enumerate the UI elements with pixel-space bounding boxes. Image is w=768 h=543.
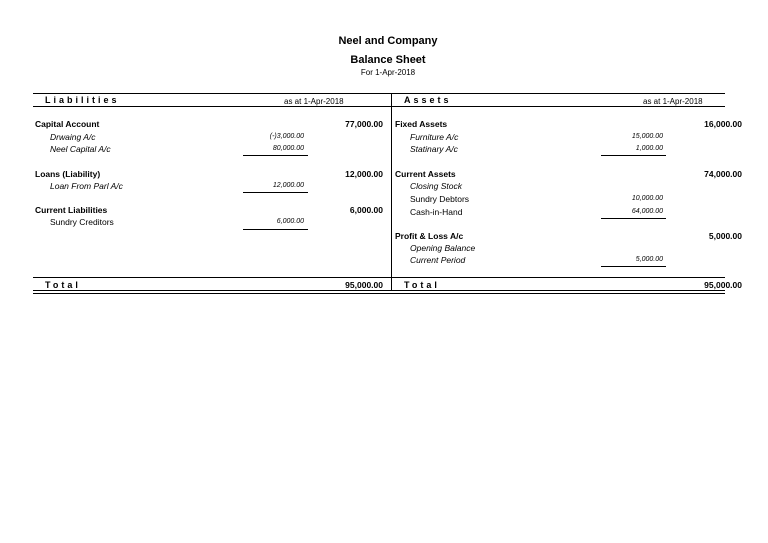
ledger-name: Drwaing A/c xyxy=(50,132,96,142)
assets-total-label: Total xyxy=(404,280,440,290)
ledger-name: Sundry Creditors xyxy=(50,217,114,227)
group-profit-loss: Profit & Loss A/c xyxy=(395,231,464,241)
total-top-rule xyxy=(33,277,725,278)
group-fixed-assets: Fixed Assets xyxy=(395,119,448,129)
group-amount: 77,000.00 xyxy=(345,119,383,129)
group-capital-account: Capital Account xyxy=(35,119,100,129)
total-bottom-rule-1 xyxy=(33,290,725,291)
total-bottom-rule-2 xyxy=(33,293,725,294)
table-top-rule xyxy=(33,93,725,94)
group-amount: 12,000.00 xyxy=(345,169,383,179)
subtotal-underline xyxy=(601,218,666,219)
liabilities-heading: Liabilities xyxy=(45,95,120,105)
ledger-amount: 12,000.00 xyxy=(272,182,304,189)
assets-as-at: as at 1-Apr-2018 xyxy=(643,97,703,106)
company-name: Neel and Company xyxy=(338,35,438,47)
report-title: Balance Sheet xyxy=(350,54,426,66)
ledger-amount: 15,000.00 xyxy=(631,133,663,140)
ledger-name: Current Period xyxy=(410,255,466,265)
group-amount: 6,000.00 xyxy=(349,205,383,215)
ledger-name: Opening Balance xyxy=(410,243,476,253)
liabilities-total-label: Total xyxy=(45,280,81,290)
group-current-liabilities: Current Liabilities xyxy=(35,205,108,215)
ledger-amount: 10,000.00 xyxy=(631,195,663,202)
ledger-amount: 1,000.00 xyxy=(635,145,663,152)
ledger-name: Loan From Parl A/c xyxy=(50,181,123,191)
group-current-assets: Current Assets xyxy=(395,169,456,179)
group-amount: 16,000.00 xyxy=(704,119,742,129)
ledger-name: Sundry Debtors xyxy=(410,194,470,204)
subtotal-underline xyxy=(601,266,666,267)
assets-total-amount: 95,000.00 xyxy=(704,280,742,290)
ledger-amount: 64,000.00 xyxy=(631,208,663,215)
ledger-amount: 5,000.00 xyxy=(635,256,663,263)
group-loans-liability: Loans (Liability) xyxy=(35,169,101,179)
column-divider xyxy=(391,93,392,291)
liabilities-total-amount: 95,000.00 xyxy=(345,280,383,290)
subtotal-underline xyxy=(601,155,666,156)
ledger-amount: (-)3,000.00 xyxy=(269,133,304,140)
subtotal-underline xyxy=(243,229,308,230)
liabilities-as-at: as at 1-Apr-2018 xyxy=(284,97,344,106)
ledger-name: Statinary A/c xyxy=(410,144,458,154)
ledger-name: Furniture A/c xyxy=(410,132,459,142)
ledger-name: Neel Capital A/c xyxy=(50,144,111,154)
report-period: For 1-Apr-2018 xyxy=(360,68,416,77)
subtotal-underline xyxy=(243,155,308,156)
ledger-name: Cash-in-Hand xyxy=(410,207,463,217)
ledger-name: Closing Stock xyxy=(410,181,462,191)
group-amount: 5,000.00 xyxy=(708,231,742,241)
ledger-amount: 80,000.00 xyxy=(272,145,304,152)
header-bottom-rule xyxy=(33,106,725,107)
group-amount: 74,000.00 xyxy=(704,169,742,179)
subtotal-underline xyxy=(243,192,308,193)
assets-heading: Assets xyxy=(404,95,452,105)
ledger-amount: 6,000.00 xyxy=(276,218,304,225)
